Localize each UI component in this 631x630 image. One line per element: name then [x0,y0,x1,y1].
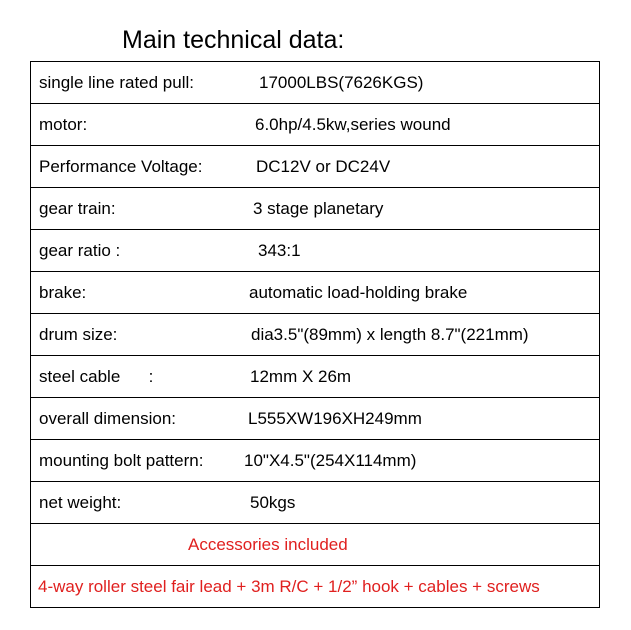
spec-value: automatic load-holding brake [249,283,468,302]
table-row [31,62,600,104]
spec-label: brake: [39,283,87,302]
spec-value: L555XW196XH249mm [248,409,422,428]
spec-label: drum size: [39,325,118,344]
spec-value: dia3.5"(89mm) x length 8.7"(221mm) [251,325,529,344]
spec-value: 6.0hp/4.5kw,series wound [255,115,451,134]
spec-label: gear ratio : [39,241,121,260]
spec-label: Performance Voltage: [39,157,203,176]
page-title: Main technical data: [122,26,345,54]
spec-value: 10"X4.5"(254X114mm) [244,451,417,470]
spec-label: overall dimension: [39,409,177,428]
spec-value: 12mm X 26m [250,367,352,386]
table-row [31,566,600,608]
spec-label: motor: [39,115,88,134]
table-row [31,524,600,566]
spec-value: 50kgs [250,493,296,512]
table-row [31,440,600,482]
table-row [31,356,600,398]
spec-label: single line rated pull: [39,73,194,92]
table-row [31,188,600,230]
spec-value: DC12V or DC24V [256,157,391,176]
accessories-list: 4-way roller steel fair lead + 3m R/C + 1/2” hook + cables + screws [38,577,540,596]
spec-label: gear train: [39,199,116,218]
spec-label: net weight: [39,493,122,512]
spec-label: mounting bolt pattern: [39,451,204,470]
spec-value: 17000LBS(7626KGS) [259,73,424,92]
spec-table [30,61,600,608]
table-row [31,482,600,524]
accessories-heading: Accessories included [188,535,348,554]
table-row [31,398,600,440]
table-row [31,146,600,188]
table-row [31,104,600,146]
table-row [31,230,600,272]
table-row [31,272,600,314]
table-row [31,314,600,356]
spec-label: steel cable : [39,367,154,386]
spec-value: 3 stage planetary [253,199,384,218]
spec-value: 343:1 [258,241,301,260]
